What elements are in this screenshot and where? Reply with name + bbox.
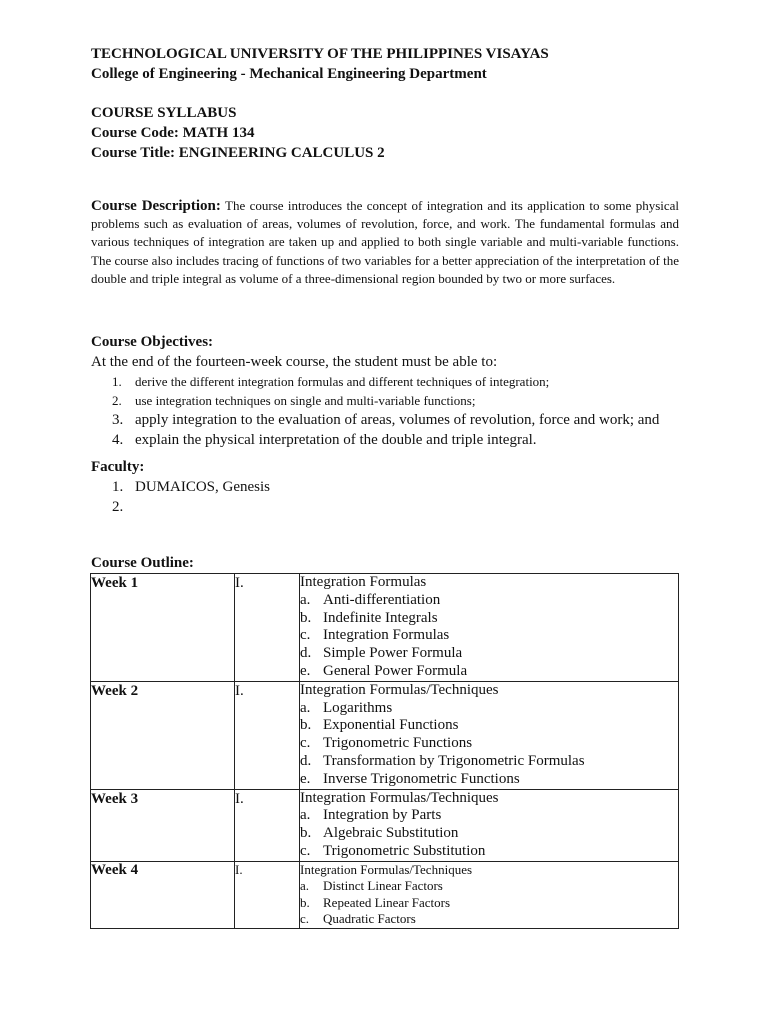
course-title-label: Course Title: (91, 145, 176, 161)
roman-numeral: I. (235, 861, 300, 928)
topic-cell (300, 861, 679, 928)
subtopic: a. Anti-differentiation (300, 591, 441, 608)
subtopic: a. Integration by Parts (300, 807, 442, 824)
course-info (91, 103, 385, 163)
list-item: 4. explain the physical interpretation of the double and triple integral. (112, 432, 537, 448)
syllabus-heading: COURSE SYLLABUS (91, 105, 237, 121)
subtopic: a. Logarithms (300, 699, 393, 716)
list-item: 2. use integration techniques on single and multi-variable functions; (112, 393, 476, 408)
topic-title: Integration Formulas/Techniques (300, 861, 473, 877)
document-header (91, 44, 549, 84)
table-row (91, 681, 679, 789)
subtopic: d. Transformation by Trigonometric Formulas (300, 752, 585, 769)
roman-numeral: I. (235, 789, 300, 861)
course-objectives (91, 332, 691, 450)
subtopic: a. Distinct Linear Factors (300, 878, 443, 894)
description-label: Course Description: (91, 198, 221, 214)
description-text: The course introduces the concept of integration and its application to some physical problems such as evaluation of areas, volumes of revolution, force, and work. The fundamental formulas and various techniques of integration are taken up and applied to both single variable and multi-variable functions. The course also includes tracing of functions of two variables for a better appreciation of the interpretation of the double and triple integral as volume of a three-dimensional region bounded by two or more surfaces. (91, 198, 680, 286)
list-item: 3. apply integration to the evaluation of areas, volumes of revolution, force and work; and (112, 412, 660, 428)
table-row (91, 574, 679, 682)
week-label: Week 3 (91, 789, 235, 861)
topic-cell (300, 789, 679, 861)
course-description (91, 197, 679, 288)
list-item: 1. derive the different integration formulas and different techniques of integration; (112, 374, 550, 389)
week-label: Week 1 (91, 574, 235, 682)
subtopic: b. Algebraic Substitution (300, 825, 459, 842)
table-row (91, 861, 679, 928)
topic-title: Integration Formulas (300, 574, 427, 590)
university-name: TECHNOLOGICAL UNIVERSITY OF THE PHILIPPINES VISAYAS (91, 46, 549, 62)
subtopic: b. Exponential Functions (300, 717, 459, 734)
subtopic: c. Trigonometric Functions (300, 735, 473, 752)
subtopic: c. Trigonometric Substitution (300, 842, 486, 859)
objectives-list (91, 372, 691, 450)
list-item: 1. DUMAICOS, Genesis (112, 479, 270, 495)
topic-title: Integration Formulas/Techniques (300, 789, 499, 806)
course-code: Course Code: MATH 134 (91, 125, 255, 141)
table-row (91, 789, 679, 861)
faculty-heading: Faculty: (91, 459, 145, 475)
subtopic: c. Quadratic Factors (300, 911, 416, 927)
college-name: College of Engineering - Mechanical Engineering Department (91, 66, 487, 82)
week-label: Week 2 (91, 681, 235, 789)
roman-numeral: I. (235, 574, 300, 682)
subtopic: b. Repeated Linear Factors (300, 894, 451, 910)
faculty-list: 1. DUMAICOS, Genesis 2. (91, 477, 691, 497)
course-outline-table (90, 573, 679, 929)
topic-cell (300, 574, 679, 682)
subtopic: e. General Power Formula (300, 662, 468, 679)
objectives-intro: At the end of the fourteen-week course, the student must be able to: (91, 354, 498, 370)
course-title-value: ENGINEERING CALCULUS 2 (178, 145, 385, 161)
subtopic: c. Integration Formulas (300, 627, 450, 644)
roman-numeral: I. (235, 681, 300, 789)
course-title-line (91, 143, 385, 163)
outline-heading: Course Outline: (91, 555, 194, 571)
objectives-heading: Course Objectives: (91, 334, 214, 350)
subtopic: e. Inverse Trigonometric Functions (300, 770, 520, 787)
topic-cell (300, 681, 679, 789)
topic-title: Integration Formulas/Techniques (300, 681, 499, 698)
subtopic: d. Simple Power Formula (300, 645, 463, 662)
subtopic: b. Indefinite Integrals (300, 609, 438, 626)
week-label: Week 4 (91, 861, 235, 928)
faculty-section (91, 457, 691, 515)
